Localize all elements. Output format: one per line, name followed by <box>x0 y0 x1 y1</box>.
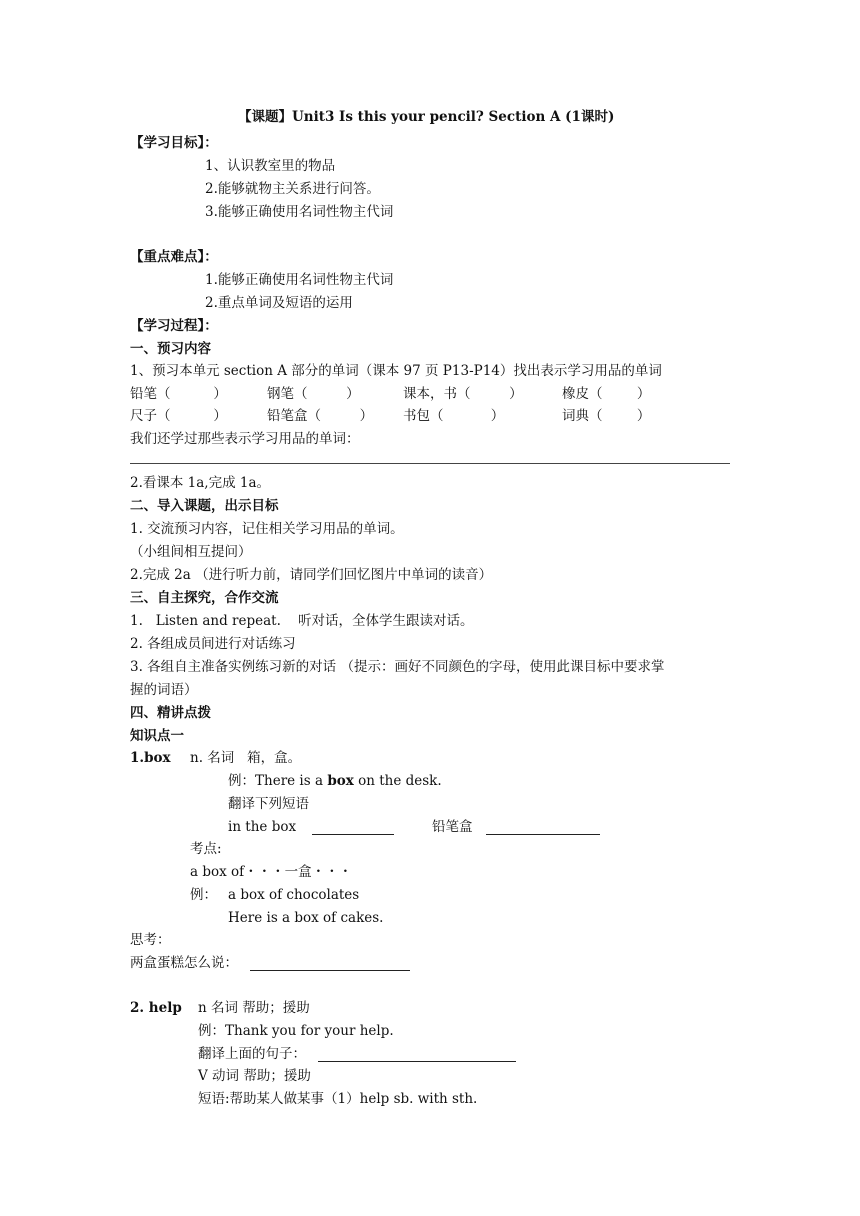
vocab-word-box: 1.box <box>130 750 171 766</box>
answer-blank <box>486 820 600 835</box>
vocab-blank: 钢笔（ ） <box>267 386 360 402</box>
answer-blank <box>318 1047 516 1062</box>
highlight-word: box <box>327 773 354 789</box>
section-heading-explain: 四、精讲点拨 <box>130 705 211 721</box>
key-point-item: 1.能够正确使用名词性物主代词 <box>205 272 394 288</box>
other-words-prompt: 我们还学过那些表示学习用品的单词： <box>130 431 360 447</box>
vocab-blank: 橡皮（ ） <box>562 386 651 402</box>
vocab-blank: 铅笔（ ） <box>130 386 227 402</box>
answer-blank <box>312 820 394 835</box>
intro-item: 2.完成 2a （进行听力前，请同学们回忆图片中单词的读音） <box>130 567 493 583</box>
process-heading: 【学习过程】： <box>130 318 218 334</box>
definition: V 动词 帮助；援助 <box>198 1068 311 1084</box>
section-heading-intro: 二、导入课题，出示目标 <box>130 498 279 514</box>
example-prefix: 例：There is a <box>228 773 328 789</box>
think-label: 思考： <box>130 932 171 948</box>
example-phrase: Here is a box of cakes. <box>228 910 384 926</box>
objective-item: 3.能够正确使用名词性物主代词 <box>205 204 394 220</box>
answer-blank <box>250 956 410 971</box>
example-sentence: 例：Thank you for your help. <box>198 1023 394 1039</box>
translate-label: 翻译上面的句子： <box>198 1046 306 1062</box>
vocab-blank: 词典（ ） <box>562 408 651 424</box>
vocab-word-help: 2. help <box>130 1000 182 1016</box>
definition: n. 名词 箱，盒。 <box>190 750 302 766</box>
explore-item: 握的词语） <box>130 682 198 698</box>
vocab-blank: 尺子（ ） <box>130 408 227 424</box>
example-sentence <box>228 772 442 790</box>
phrase-2: 铅笔盒 <box>432 819 473 835</box>
key-points-heading: 【重点难点】： <box>130 249 218 265</box>
section-heading-explore: 三、自主探究，合作交流 <box>130 590 279 606</box>
intro-item: （小组间相互提问） <box>130 544 252 560</box>
key-point-item: 2.重点单词及短语的运用 <box>205 295 353 311</box>
definition: n 名词 帮助；援助 <box>198 1000 310 1016</box>
objective-item: 2.能够就物主关系进行问答。 <box>205 181 380 197</box>
explore-item: 1. Listen and repeat. 听对话，全体学生跟读对话。 <box>130 613 474 629</box>
preview-task-1: 1、预习本单元 section A 部分的单词（课本 97 页 P13-P14）找出表示学习用品的单词 <box>130 363 662 379</box>
example-label: 例： <box>190 887 217 903</box>
explore-item: 2. 各组成员间进行对话练习 <box>130 636 296 652</box>
page-title: 【课题】Unit3 Is this your pencil? Section A (1课时) <box>238 109 615 125</box>
think-question: 两盒蛋糕怎么说： <box>130 955 238 971</box>
phrase-usage: 短语:帮助某人做某事（1）help sb. with sth. <box>198 1091 478 1107</box>
example-phrase: a box of chocolates <box>228 887 360 903</box>
vocab-blank: 课本，书（ ） <box>403 386 523 402</box>
intro-item: 1. 交流预习内容，记住相关学习用品的单词。 <box>130 521 404 537</box>
answer-line <box>130 463 730 464</box>
preview-task-2: 2.看课本 1a,完成 1a。 <box>130 475 271 491</box>
phrase-pattern: a box of・・・一盒・・・ <box>190 864 353 880</box>
phrase-1: in the box <box>228 819 297 835</box>
objective-item: 1、认识教室里的物品 <box>205 158 336 174</box>
section-heading-preview: 一、预习内容 <box>130 341 211 357</box>
vocab-blank: 铅笔盒（ ） <box>267 408 374 424</box>
example-suffix: on the desk. <box>353 773 442 789</box>
knowledge-point-title: 知识点一 <box>130 728 184 744</box>
exam-point-label: 考点: <box>190 841 222 857</box>
vocab-blank: 书包（ ） <box>403 408 505 424</box>
translate-label: 翻译下列短语 <box>228 796 309 812</box>
explore-item: 3. 各组自主准备实例练习新的对话 （提示：画好不同颜色的字母，使用此课目标中要求掌 <box>130 659 665 675</box>
objectives-heading: 【学习目标】： <box>130 135 218 151</box>
